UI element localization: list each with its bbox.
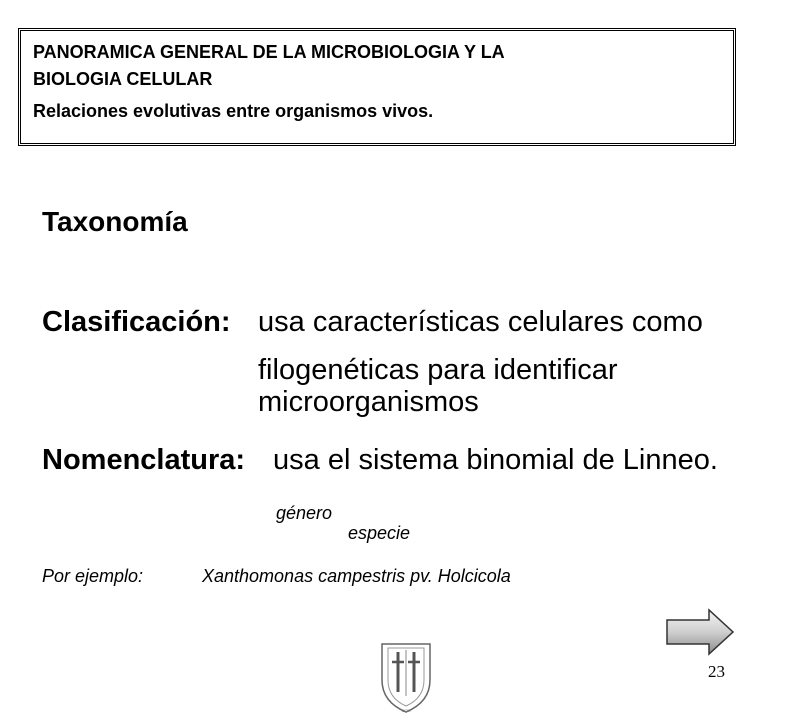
clasificacion-line-3: microorganismos	[258, 386, 479, 418]
next-arrow-icon[interactable]	[665, 608, 735, 656]
clasificacion-line-2: filogenéticas para identificar	[258, 354, 618, 386]
example-label: Por ejemplo:	[42, 566, 144, 586]
svg-text:UCM: UCM	[401, 708, 411, 713]
university-seal-icon	[376, 640, 436, 716]
header-subtitle: Relaciones evolutivas entre organismos vivos.	[33, 101, 434, 121]
especie-label: especie	[348, 523, 411, 543]
clasificacion-line-1: usa características celulares como	[258, 306, 703, 338]
nomenclatura-text: usa el sistema binomial de Linneo.	[273, 444, 718, 476]
genero-label: género	[276, 503, 333, 523]
example-value: Xanthomonas campestris pv. Holcicola	[202, 566, 511, 586]
header-title-line-1: PANORAMICA GENERAL DE LA MICROBIOLOGIA Y LA	[33, 42, 505, 62]
nomenclatura-term: Nomenclatura:	[42, 444, 246, 476]
header-title-line-2: BIOLOGIA CELULAR	[33, 69, 213, 89]
clasificacion-term: Clasificación:	[42, 306, 231, 338]
page-number: 23	[708, 662, 725, 681]
taxonomia-heading: Taxonomía	[42, 206, 188, 237]
header-box	[18, 28, 736, 146]
